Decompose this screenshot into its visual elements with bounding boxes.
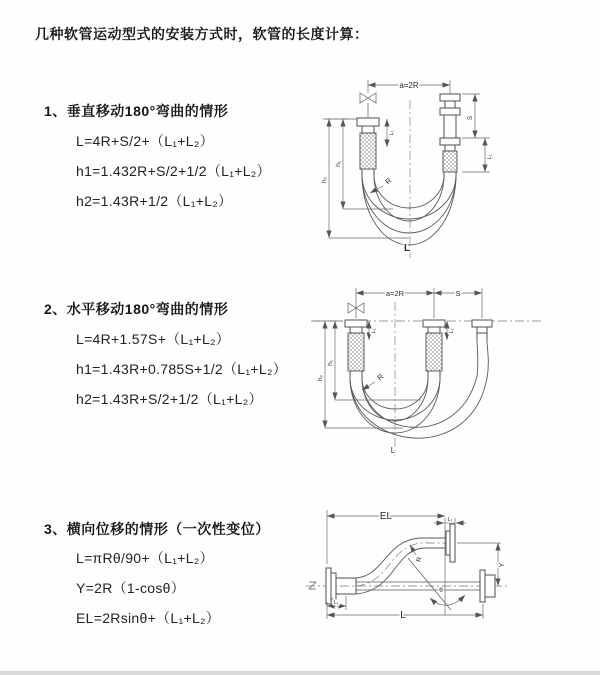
dim-a2r-label: a=2R [399, 81, 419, 90]
formula-line: h1=1.432R+S/2+1/2（L₁+L₂） [76, 163, 271, 179]
formula-line: L=4R+S/2+（L₁+L₂） [76, 133, 214, 149]
middle-pipe-assembly [423, 320, 445, 378]
right-pipe-assembly [472, 320, 492, 340]
hose-bends [350, 340, 488, 438]
section-2-heading: 2、水平移动180°弯曲的情形 [44, 301, 229, 317]
upper-flange-assembly [446, 524, 455, 562]
radius-label: R [383, 175, 394, 187]
dimensions [327, 510, 506, 621]
valve-icon [360, 93, 376, 118]
formula-line: EL=2Rsinθ+（L₁+L₂） [76, 610, 221, 626]
dim-l1-right-label: L₁ [487, 154, 493, 160]
section-1-heading: 1、垂直移动180°弯曲的情形 [44, 103, 229, 119]
radius-label: R [375, 371, 386, 383]
dim-l1-left-label: L₁ [371, 328, 377, 334]
dim-h1-label: h₁ [335, 161, 342, 167]
dim-h2-label: h₂ [321, 176, 328, 184]
diagram-vertical-180-bend [313, 72, 589, 262]
diagram-lateral-displacement [298, 498, 598, 658]
dim-h1-label: h₁ [327, 360, 334, 366]
page-title: 几种软管运动型式的安装方式时，软管的长度计算： [35, 26, 369, 42]
dim-s-label: S [467, 115, 474, 121]
length-label: L [403, 243, 411, 254]
dim-l1-left-label: L₁ [389, 130, 395, 136]
dim-a2r-label: a=2R [385, 289, 405, 298]
formula-line: h2=1.43R+1/2（L₁+L₂） [76, 193, 233, 209]
diagram-horizontal-180-bend [303, 278, 593, 473]
formula-line: Y=2R（1-cosθ） [76, 580, 186, 596]
formula-line: h1=1.43R+0.785S+1/2（L₁+L₂） [76, 361, 287, 377]
right-flange-assembly [480, 570, 495, 602]
dimensions [321, 81, 493, 254]
right-pipe-assembly [440, 80, 460, 175]
section-1-formulas [76, 126, 271, 216]
break-symbol [309, 582, 316, 589]
formula-line: h2=1.43R+S/2+1/2（L₁+L₂） [76, 391, 263, 407]
left-pipe-assembly [345, 320, 367, 378]
dim-l1-left-label: L₁ [333, 600, 339, 606]
length-label: L [390, 446, 396, 455]
angle-theta-label: θ [439, 587, 443, 594]
formula-line: L=πRθ/90+（L₁+L₂） [76, 550, 214, 566]
section-3-formulas [76, 543, 220, 633]
page-bottom-edge [0, 671, 600, 675]
dim-l1-top-label: L₁ [447, 517, 453, 523]
top-dimension [356, 288, 482, 318]
formula-line: L=4R+1.57S+（L₁+L₂） [76, 331, 231, 347]
hose-bend [362, 175, 456, 245]
dim-l1-middle-label: L₁ [449, 328, 455, 334]
radius-label: R [415, 556, 424, 563]
dim-h2-label: h₂ [317, 374, 324, 382]
dim-el-label: EL [379, 511, 393, 522]
dim-l-label: L [400, 610, 406, 621]
dim-y-label: Y [499, 562, 506, 568]
section-3-heading: 3、横向位移的情形（一次性变位） [44, 521, 270, 537]
displaced-hose [356, 538, 446, 594]
section-2-formulas [76, 324, 287, 414]
dim-s-label: S [455, 289, 461, 298]
